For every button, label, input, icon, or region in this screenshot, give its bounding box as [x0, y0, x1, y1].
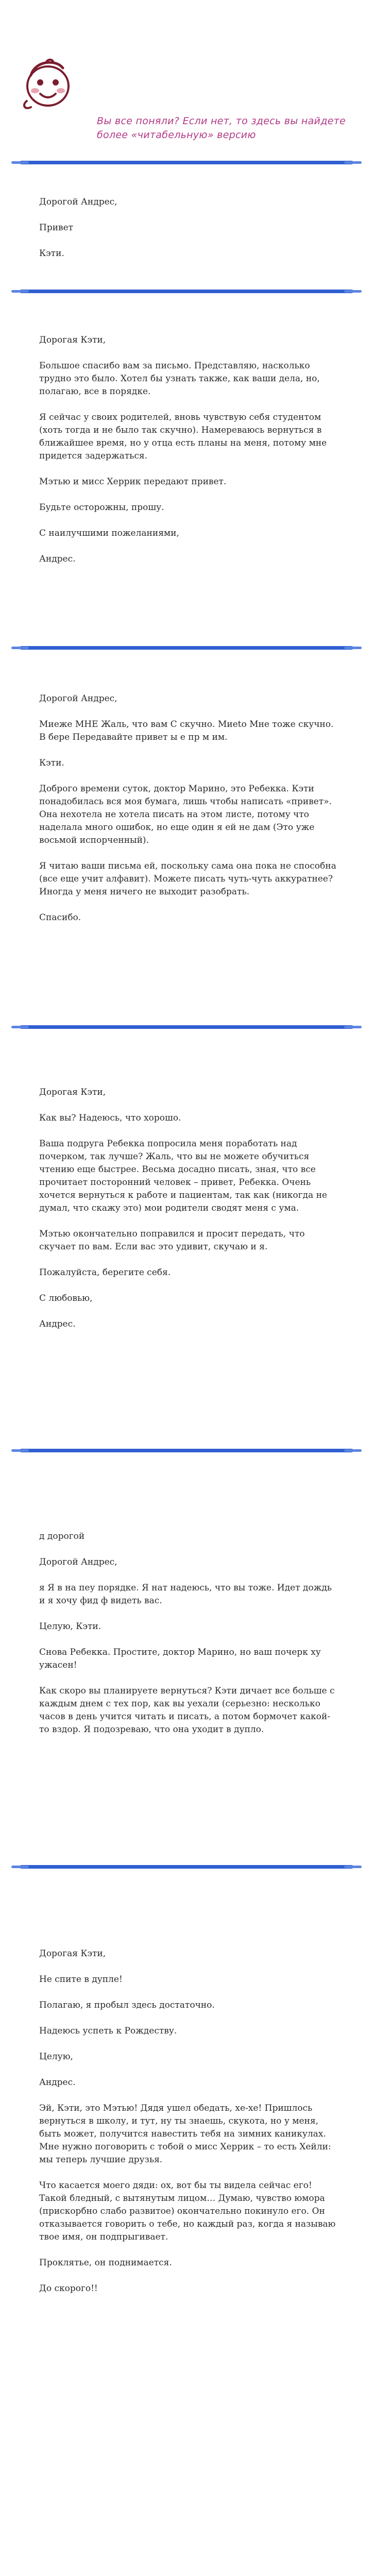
letter-paragraph: Что касается моего дяди: ох, вот бы ты видела сейчас его! Такой бледный, с вытянутым лицом… Думаю, чувство юмора (прискорбно слабо развитое) окончательно покинуло его. Он отказывается говорить о тебе, но каждый раз, когда я называю твое имя, он подпрыгивает. — [39, 2180, 336, 2242]
letter-paragraph: Дорогая Кэти, — [39, 1087, 106, 1097]
divider — [20, 1025, 353, 1029]
letter-6 — [39, 1947, 339, 2295]
letter-paragraph: Привет — [39, 223, 74, 233]
letter-3 — [39, 692, 339, 924]
divider — [20, 1449, 353, 1452]
letter-paragraph: Мэтью и мисс Херрик передают привет. — [39, 477, 227, 487]
header — [0, 0, 373, 141]
letter-paragraph: Спасибо. — [39, 912, 81, 923]
letter-paragraph: Андрес. — [39, 1319, 76, 1329]
letter-paragraph: Целую, — [39, 2052, 73, 2062]
letter-paragraph: Проклятье, он поднимается. — [39, 2258, 172, 2268]
letter-paragraph: Эй, Кэти, это Мэтью! Дядя ушел обедать, хе-хе! Пришлось вернуться в школу, и тут, ну ты знаешь, скукота, но у меня, быть может, получится навестить тебя на зимних каникулах. Мне нужно поговорить с тобой о мисс Херрик – то есть Хейли: мы теперь лучшие друзья. — [39, 2103, 331, 2165]
divider — [20, 646, 353, 650]
letter-paragraph: Доброго времени суток, доктор Марино, это Ребекка. Кэти понадобилась вся моя бумага, лишь чтобы написать «привет». Она нехотела не хотела писать на этом листе, потому что наделала много ошибок, но еще один я ей не дам (Это уже восьмой испорченный). — [39, 784, 332, 845]
letter-paragraph: Дорогой Андрес, — [39, 197, 117, 207]
letter-paragraph: С любовью, — [39, 1293, 93, 1303]
divider — [20, 1865, 353, 1869]
letter-paragraph: д дорогой — [39, 1531, 85, 1541]
letter-paragraph: Не спите в дупле! — [39, 1974, 123, 1985]
letter-paragraph: Надеюсь успеть к Рождеству. — [39, 2026, 177, 2036]
letter-paragraph: Как вы? Надеюсь, что хорошо. — [39, 1113, 181, 1123]
letter-paragraph: Миеже МНЕ Жаль, что вам С скучно. Миеto Мне тоже скучно. В бере Передавайте привет ы е пр м им. — [39, 719, 334, 742]
letter-paragraph: Дорогой Андрес, — [39, 693, 117, 704]
letter-paragraph: Пожалуйста, берегите себя. — [39, 1267, 171, 1278]
divider — [20, 161, 353, 164]
letter-5 — [39, 1530, 339, 1736]
letter-paragraph: Снова Ребекка. Простите, доктор Марино, но ваш почерк ху ужасен! — [39, 1647, 321, 1670]
letter-paragraph: Будьте осторожны, прошу. — [39, 502, 164, 513]
header-note: Вы все поняли? Если нет, то здесь вы найдете более «читабельную» версию — [97, 115, 346, 141]
letter-paragraph: Мэтью окончательно поправился и просит передать, что скучает по вам. Если вас это удивит, скучаю и я. — [39, 1229, 305, 1252]
letter-paragraph: До скорого!! — [39, 2283, 98, 2294]
letter-paragraph: Полагаю, я пробыл здесь достаточно. — [39, 2000, 215, 2010]
letter-paragraph: С наилучшими пожеланиями, — [39, 528, 179, 538]
letter-paragraph: Как скоро вы планируете вернуться? Кэти дичает все больше с каждым днем с тех пор, как вы уехали (серьезно: несколько часов в день учится читать и писать, а потом бормочет какой-то вздор. Я подозреваю, что она уходит в дупло. — [39, 1686, 335, 1735]
letter-paragraph: я Я в на пеу порядке. Я нат надеюсь, что вы тоже. Идет дождь и я хочу фид ф видеть вас. — [39, 1583, 332, 1606]
letter-1 — [39, 196, 339, 260]
baby-face-logo-icon — [20, 58, 76, 111]
letter-paragraph: Большое спасибо вам за письмо. Представляю, насколько трудно это было. Хотел бы узнать также, как ваши дела, но, полагаю, все в порядке. — [39, 361, 320, 397]
divider — [20, 290, 353, 293]
letter-paragraph: Кэти. — [39, 758, 64, 768]
letter-paragraph: Дорогой Андрес, — [39, 1557, 117, 1567]
letter-4 — [39, 1086, 339, 1331]
letter-paragraph: Андрес. — [39, 2077, 76, 2088]
letter-paragraph: Я читаю ваши письма ей, поскольку сама она пока не способна (все еще учит алфавит). Можете писать чуть-чуть аккуратнее? Иногда у меня ничего не выходит разобрать. — [39, 861, 336, 897]
letter-paragraph: Дорогая Кэти, — [39, 1948, 106, 1959]
letter-paragraph: Целую, Кэти. — [39, 1621, 101, 1632]
letter-2 — [39, 334, 339, 566]
letter-paragraph: Ваша подруга Ребекка попросила меня поработать над почерком, так лучше? Жаль, что вы не можете обучиться чтению еще быстрее. Весьма досадно писать, зная, что все прочитает посторонний человек – привет, Ребекка. Очень хочется вернуться к работе и пациентам, так как (никогда не думал, что скажу это) мои родители сводят меня с ума. — [39, 1139, 327, 1213]
letter-paragraph: Я сейчас у своих родителей, вновь чувствую себя студентом (хоть тогда и не было так скучно). Намереваюсь вернуться в ближайшее время, но у отца есть планы на меня, потому мне придется задержаться. — [39, 412, 327, 461]
letter-paragraph: Кэти. — [39, 248, 64, 259]
letter-paragraph: Дорогая Кэти, — [39, 335, 106, 345]
letter-paragraph: Андрес. — [39, 554, 76, 564]
